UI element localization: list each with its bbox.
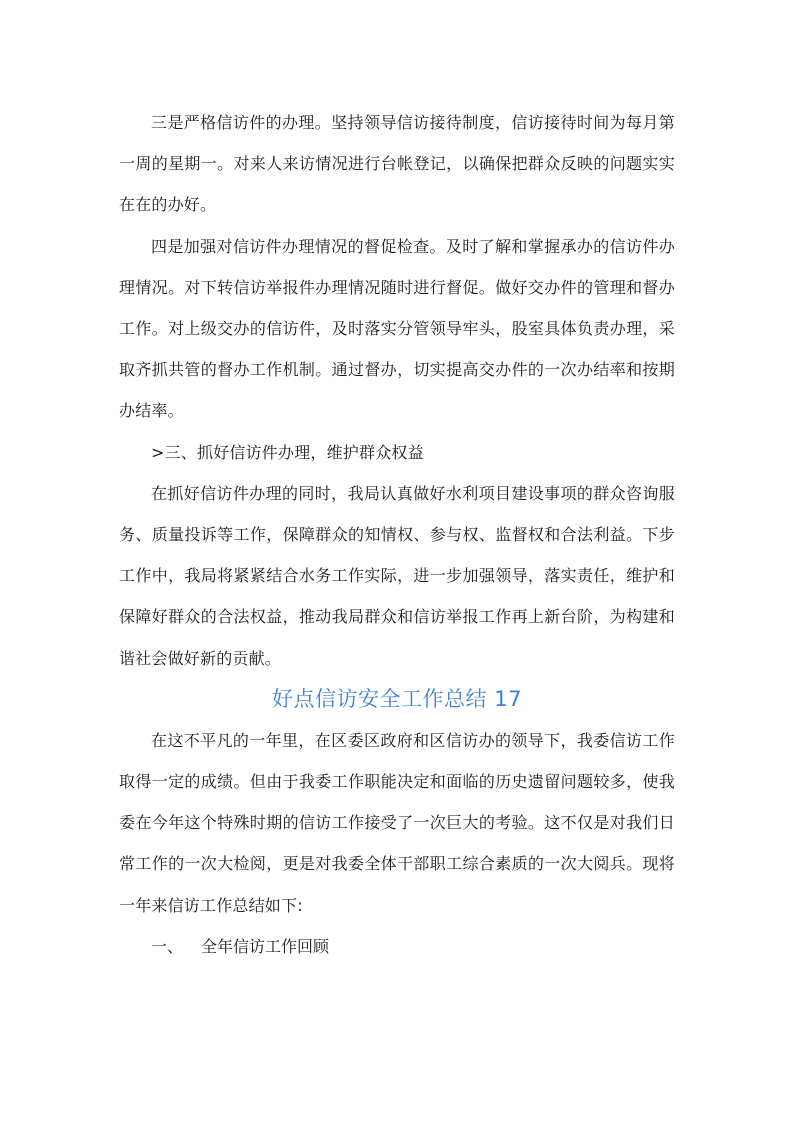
document-body — [119, 102, 675, 967]
section-heading: 好点信访安全工作总结 17 — [272, 686, 522, 711]
section-title-line — [119, 926, 675, 967]
paragraph-strict-handling: 三是严格信访件的办理。坚持领导信访接待制度，信访接待时间为每月第一周的星期一。对来人来访情况进行台帐登记，以确保把群众反映的问题实实在在的办好。 — [119, 113, 675, 215]
section-title: 全年信访工作回顾 — [201, 936, 330, 956]
paragraph-intro: 在这不平凡的一年里，在区委区政府和区信访办的领导下，我委信访工作取得一定的成绩。但由于我委工作职能决定和面临的历史遗留问题较多，使我委在今年这个特殊时期的信访工作接受了一次巨大的考验。这不仅是对我们日常工作的一次大检阅，更是对我委全体干部职工综合素质的一次大阅兵。现将一年来信访工作总结如下: — [119, 730, 675, 915]
paragraph-section-three: >三、抓好信访件办理，维护群众权益 — [151, 442, 424, 462]
section-number: 一、 — [151, 936, 184, 956]
paragraph-supervision: 四是加强对信访件办理情况的督促检查。及时了解和掌握承办的信访件办理情况。对下转信访举报件办理情况随时进行督促。做好交办件的管理和督办工作。对上级交办的信访件，及时落实分管领导牢头，股室具体负责办理，采取齐抓共管的督办工作机制。通过督办，切实提高交办件的一次办结率和按期办结率。 — [119, 236, 675, 421]
paragraph-rights-protection: 在抓好信访件办理的同时，我局认真做好水利项目建设事项的群众咨询服务、质量投诉等工作，保障群众的知情权、参与权、监督权和合法利益。下步工作中，我局将紧紧结合水务工作实际，进一步加强领导，落实责任，维护和保障好群众的合法权益，推动我局群众和信访举报工作再上新台阶，为构建和谐社会做好新的贡献。 — [119, 483, 675, 668]
